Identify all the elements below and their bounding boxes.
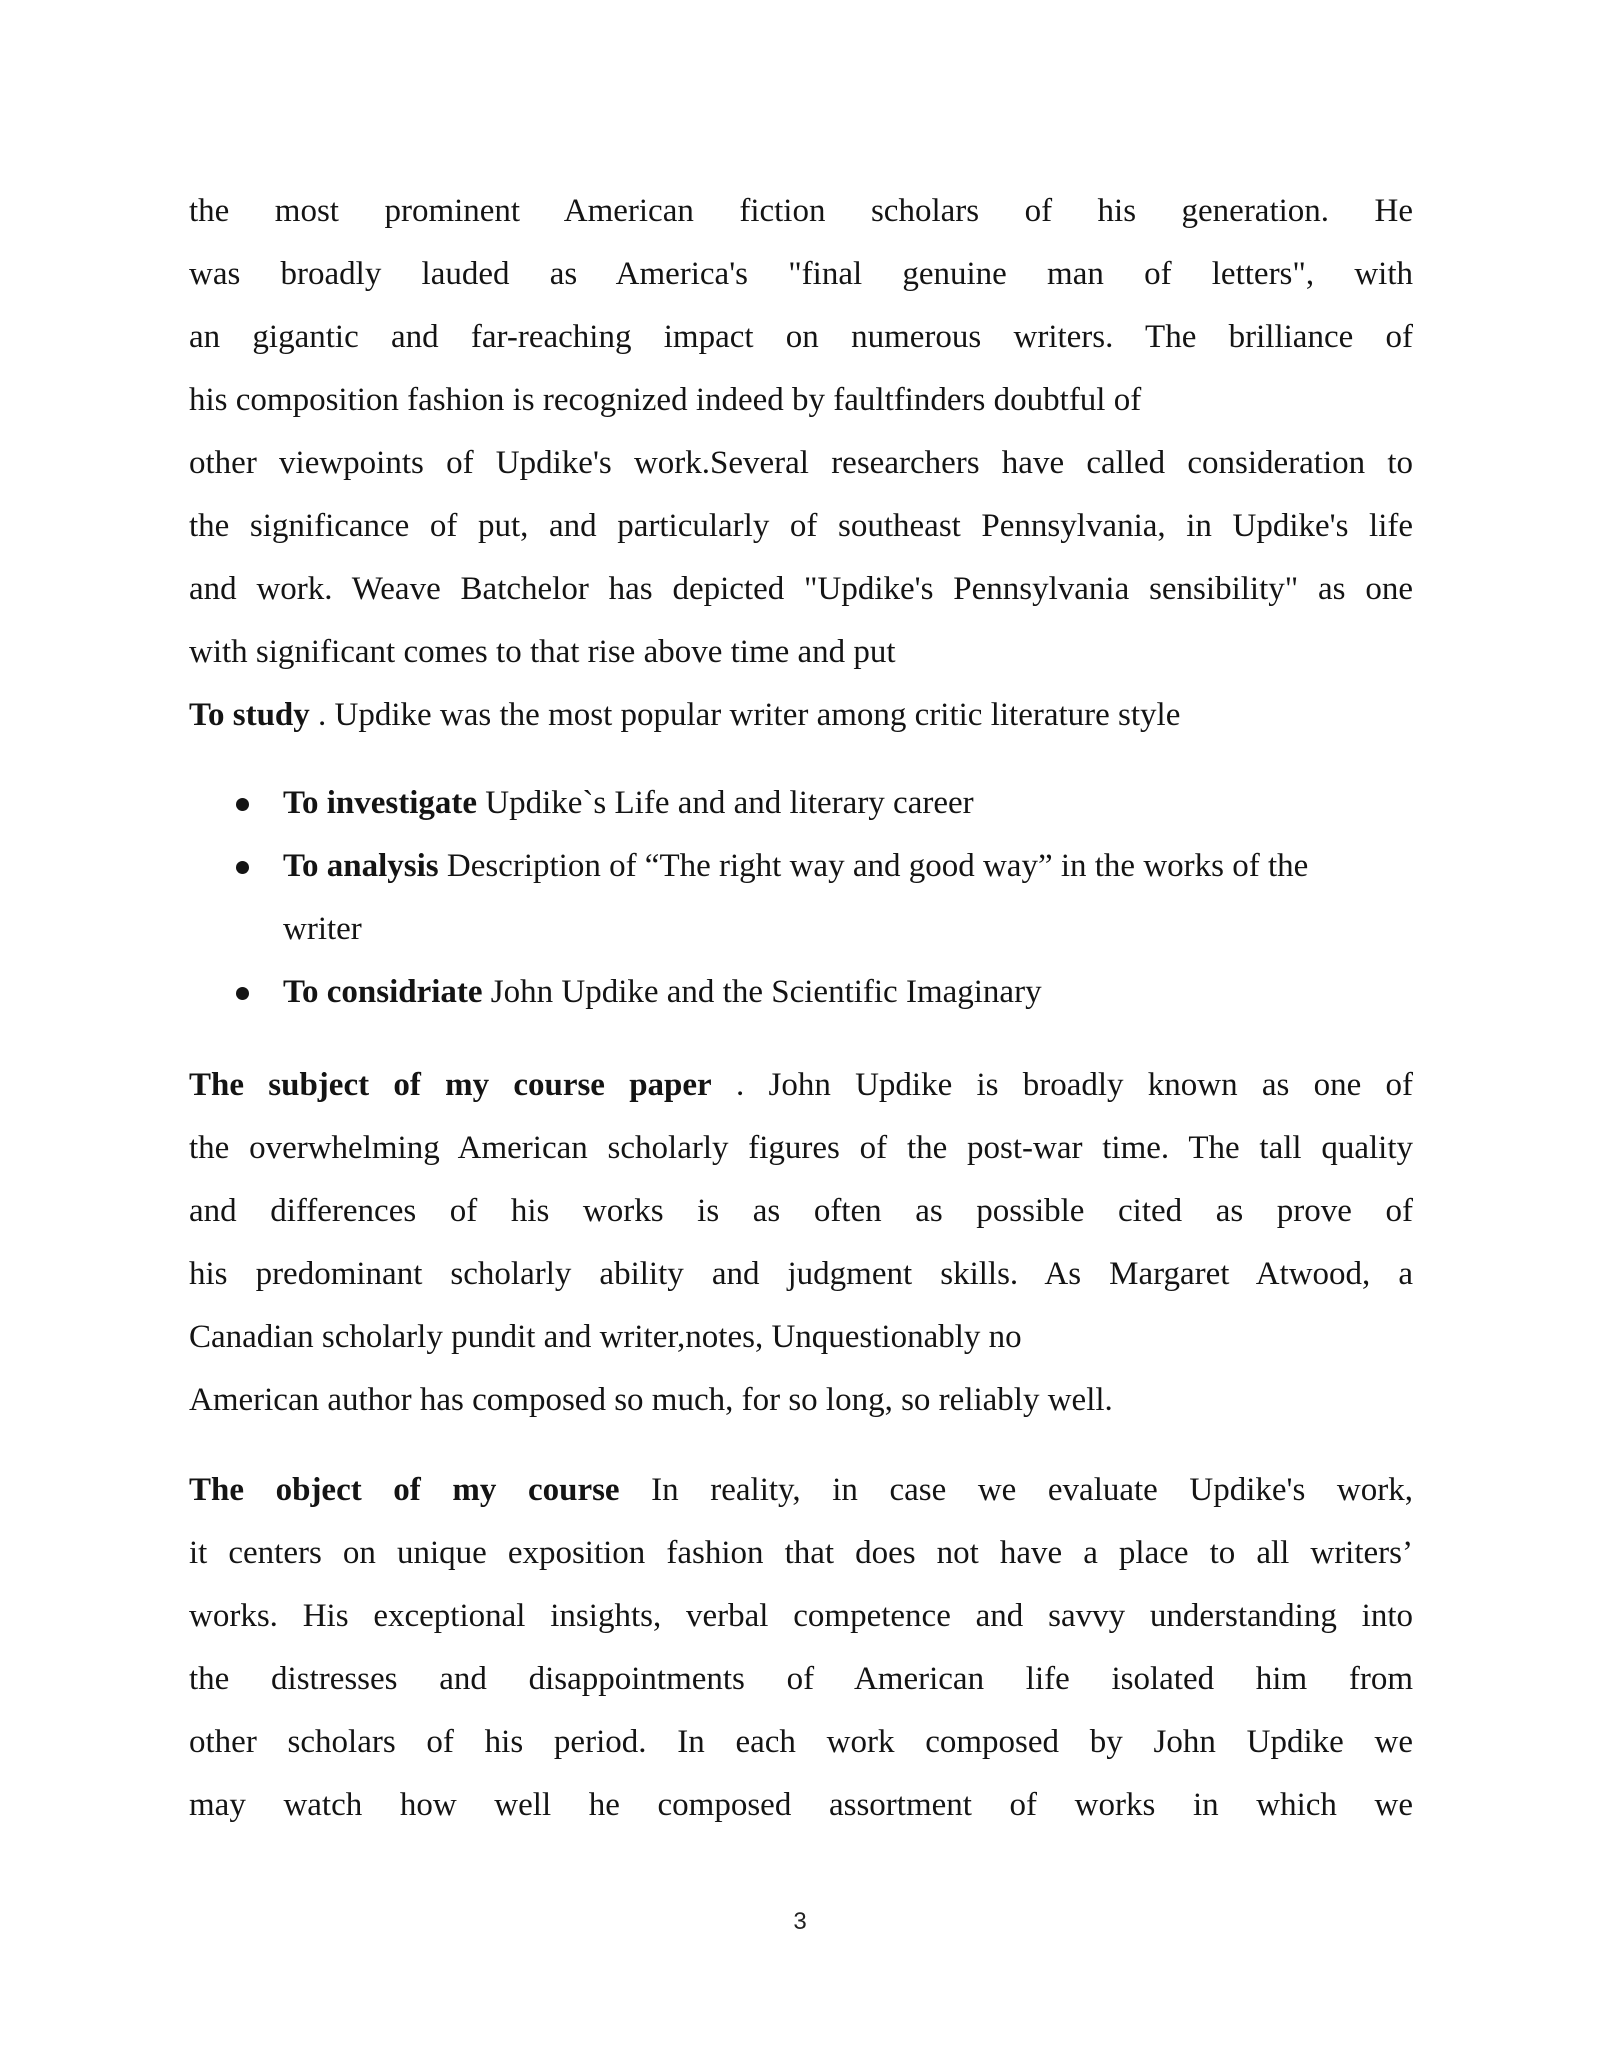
paragraph-object xyxy=(189,1459,1413,1837)
text-line: was broadly lauded as America's "final genuine man of letters", with xyxy=(189,256,1413,292)
object-label: The object of my course xyxy=(189,1472,620,1508)
bullet-label: To considriate xyxy=(283,974,483,1010)
paragraph-subject xyxy=(189,1054,1413,1432)
subject-first-text: . John Updike is broadly known as one of xyxy=(711,1067,1413,1103)
text-line: may watch how well he composed assortment of works in which we xyxy=(189,1787,1413,1823)
study-label: To study xyxy=(189,697,310,733)
subject-first-line xyxy=(189,1054,1413,1117)
text-line: other scholars of his period. In each work composed by John Updike we xyxy=(189,1724,1413,1760)
text-line: American author has composed so much, for so long, so reliably well. xyxy=(189,1382,1113,1418)
bullet-label: To investigate xyxy=(283,785,478,821)
text-line: and work. Weave Batchelor has depicted "Updike's Pennsylvania sensibility" as one xyxy=(189,571,1413,607)
bullet-text: Description of “The right way and good way” in the works of the xyxy=(438,848,1309,884)
list-item xyxy=(189,772,1413,835)
text-line: Canadian scholarly pundit and writer,notes, Unquestionably no xyxy=(189,1319,1022,1355)
bullet-icon xyxy=(236,987,249,1000)
text-line: the most prominent American fiction scholars of his generation. He xyxy=(189,193,1413,229)
bullet-label: To analysis xyxy=(283,848,439,884)
bullet-text: John Updike and the Scientific Imaginary xyxy=(482,974,1042,1010)
list-item xyxy=(189,835,1413,961)
study-line xyxy=(189,684,1413,747)
paragraph-intro xyxy=(189,180,1413,747)
bullet-icon xyxy=(236,798,249,811)
bullet-icon xyxy=(236,861,249,874)
study-text: . Updike was the most popular writer among critic literature style xyxy=(309,697,1181,733)
text-line: with significant comes to that rise above time and put xyxy=(189,634,896,670)
text-line: the overwhelming American scholarly figures of the post-war time. The tall quality xyxy=(189,1130,1413,1166)
text-line: the distresses and disappointments of American life isolated him from xyxy=(189,1661,1413,1697)
text-line: and differences of his works is as often as possible cited as prove of xyxy=(189,1193,1413,1229)
bullet-text-continued: writer xyxy=(283,911,362,947)
bullet-text: Updike`s Life and and literary career xyxy=(477,785,974,821)
text-line: other viewpoints of Updike's work.Several researchers have called consideration to xyxy=(189,445,1413,481)
page-number: 3 xyxy=(793,1908,807,1935)
bullet-line xyxy=(283,772,1413,835)
bullet-line xyxy=(283,961,1413,1024)
object-first-text: In reality, in case we evaluate Updike's work, xyxy=(619,1472,1413,1508)
subject-label: The subject of my course paper xyxy=(189,1067,712,1103)
text-line: it centers on unique exposition fashion that does not have a place to all writers’ xyxy=(189,1535,1413,1571)
text-line: an gigantic and far-reaching impact on numerous writers. The brilliance of xyxy=(189,319,1413,355)
text-line: the significance of put, and particularly of southeast Pennsylvania, in Updike's life xyxy=(189,508,1413,544)
object-first-line xyxy=(189,1459,1413,1522)
bullet-line xyxy=(283,835,1413,898)
text-line: works. His exceptional insights, verbal competence and savvy understanding into xyxy=(189,1598,1413,1634)
list-item xyxy=(189,961,1413,1024)
text-line: his composition fashion is recognized indeed by faultfinders doubtful of xyxy=(189,382,1142,418)
objectives-list xyxy=(189,772,1413,1024)
text-line: his predominant scholarly ability and judgment skills. As Margaret Atwood, a xyxy=(189,1256,1413,1292)
